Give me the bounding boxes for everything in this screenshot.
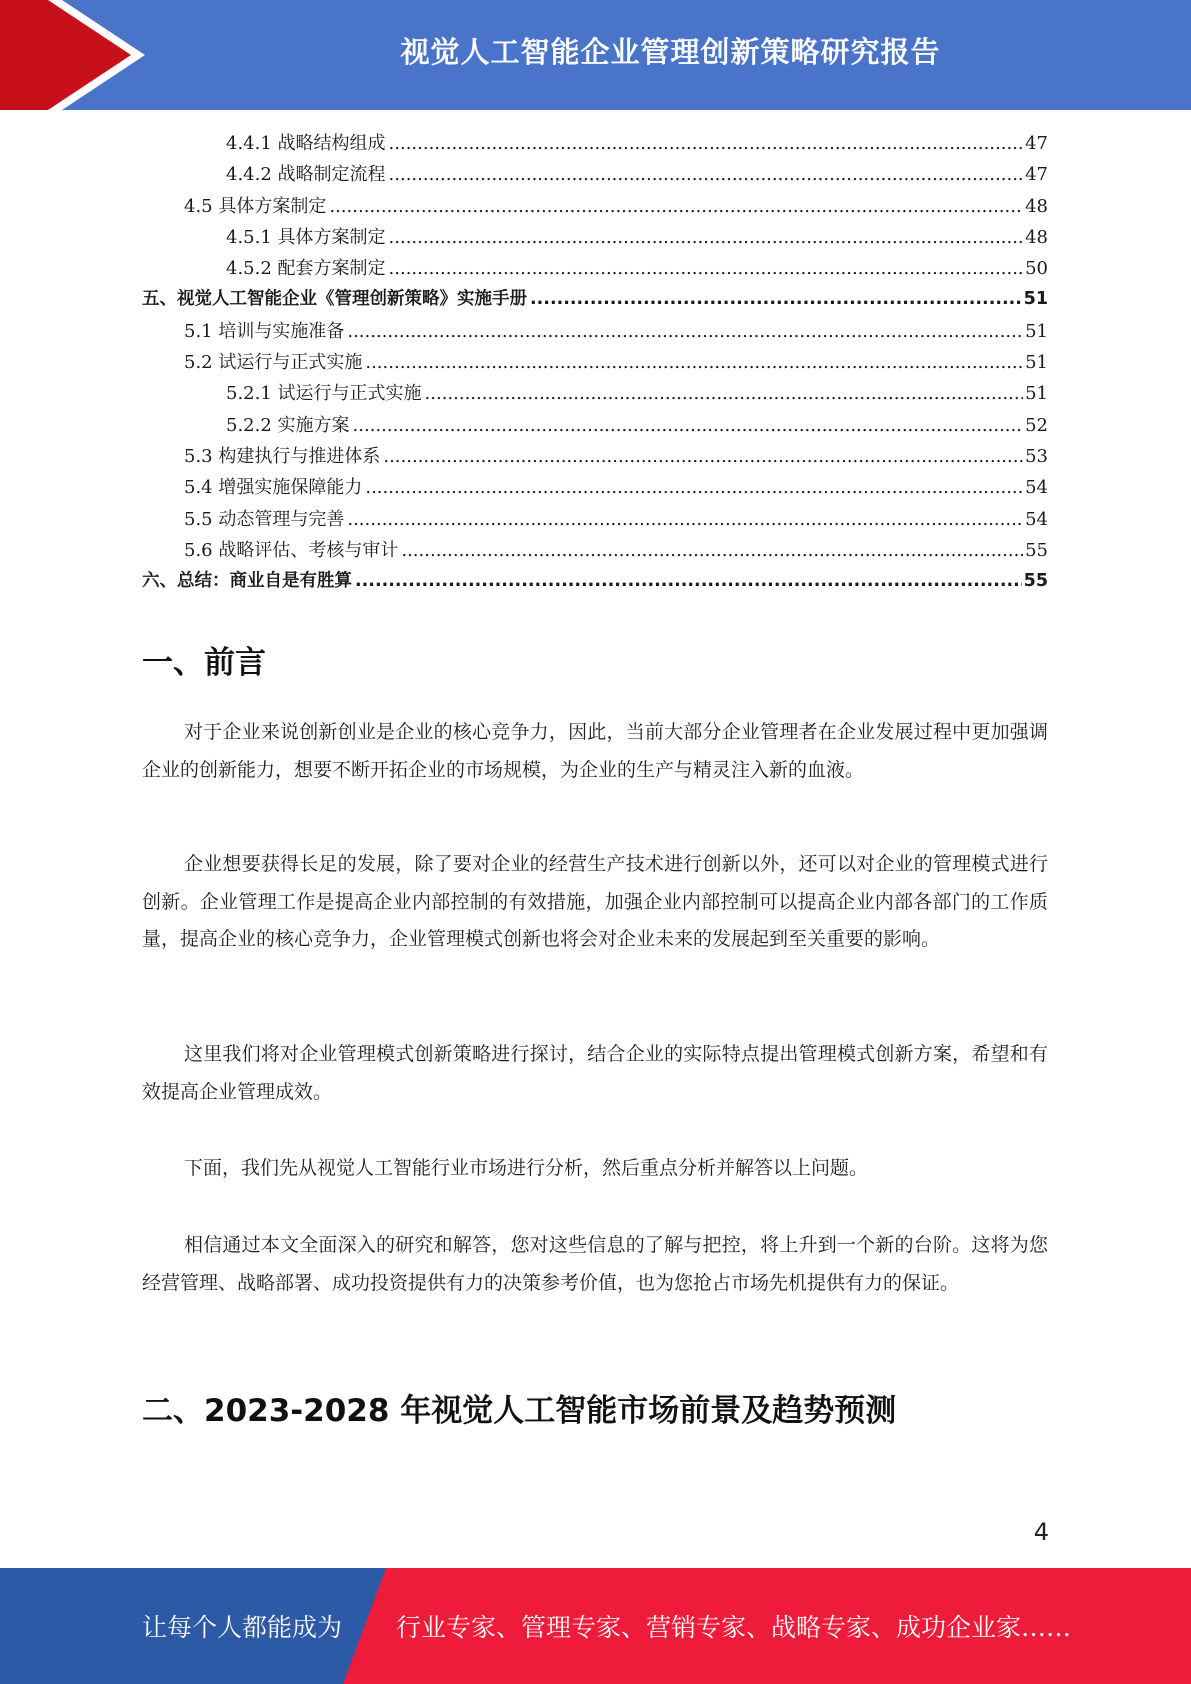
toc-entry-text: 4.4.2 战略制定流程 (226, 164, 386, 186)
header-title: 视觉人工智能企业管理创新策略研究报告 (400, 34, 941, 69)
toc-entry-text: 5.4 增强实施保障能力 (184, 477, 363, 499)
toc-entry[interactable] (142, 253, 1048, 284)
toc-dot-leader (389, 128, 1024, 159)
toc-entry[interactable] (142, 316, 1048, 347)
toc-entry[interactable] (142, 472, 1048, 503)
toc-entry-text: 4.5.1 具体方案制定 (226, 226, 386, 248)
toc-entry-text: 五、视觉人工智能企业《管理创新策略》实施手册 (142, 289, 527, 310)
toc-entry-text: 4.5.2 配套方案制定 (226, 258, 386, 280)
table-of-contents (142, 128, 1048, 597)
toc-entry-text: 5.2.1 试运行与正式实施 (226, 383, 422, 405)
toc-dot-leader (425, 378, 1024, 409)
toc-dot-leader (401, 535, 1023, 566)
toc-dot-leader (347, 504, 1023, 535)
toc-dot-leader (347, 316, 1023, 347)
toc-entry-page: 48 (1025, 226, 1048, 248)
toc-entry-page: 50 (1025, 258, 1048, 280)
toc-entry[interactable] (142, 504, 1048, 535)
footer-slogan-right: 行业专家、管理专家、营销专家、战略专家、成功企业家…… (396, 1613, 1072, 1642)
toc-dot-leader (530, 284, 1022, 315)
toc-entry-text: 5.5 动态管理与完善 (184, 508, 345, 530)
header-arrow-decoration (0, 0, 160, 110)
toc-dot-leader (365, 347, 1023, 378)
toc-entry-page: 47 (1025, 164, 1048, 186)
body-paragraph: 企业想要获得长足的发展，除了要对企业的经营生产技术进行创新以外，还可以对企业的管理模式进行创新。企业管理工作是提高企业内部控制的有效措施，加强企业内部控制可以提高企业内部各部门的工作质量，提高企业的核心竞争力，企业管理模式创新也将会对企业未来的发展起到至关重要的影响。 (142, 853, 1048, 950)
body-paragraph: 相信通过本文全面深入的研究和解答，您对这些信息的了解与把控，将上升到一个新的台阶。这将为您经营管理、战略部署、成功投资提供有力的决策参考价值，也为您抢占市场先机提供有力的保证。 (142, 1234, 1048, 1294)
toc-entry-page: 55 (1025, 539, 1048, 561)
toc-entry-page: 55 (1023, 571, 1048, 592)
section-heading-market-outlook: 二、2023-2028 年视觉人工智能市场前景及趋势预测 (142, 1393, 897, 1429)
footer-slogan-left: 让每个人都能成为 (142, 1613, 343, 1642)
toc-dot-leader (389, 159, 1024, 190)
toc-dot-leader (355, 566, 1022, 597)
toc-entry-page: 54 (1025, 508, 1048, 530)
toc-entry-page: 54 (1025, 477, 1048, 499)
toc-dot-leader (365, 472, 1023, 503)
toc-entry[interactable] (142, 222, 1048, 253)
toc-dot-leader (353, 410, 1024, 441)
toc-entry[interactable] (142, 535, 1048, 566)
toc-entry-text: 5.2.2 实施方案 (226, 414, 350, 436)
toc-entry-page: 51 (1023, 289, 1048, 310)
toc-entry[interactable] (142, 159, 1048, 190)
toc-entry-text: 5.1 培训与实施准备 (184, 320, 345, 342)
toc-chapter-entry[interactable] (142, 566, 1048, 597)
toc-dot-leader (389, 253, 1024, 284)
toc-entry-page: 51 (1025, 383, 1048, 405)
toc-entry-text: 5.3 构建执行与推进体系 (184, 445, 381, 467)
toc-entry[interactable] (142, 378, 1048, 409)
body-paragraph: 下面，我们先从视觉人工智能行业市场进行分析，然后重点分析并解答以上问题。 (184, 1157, 869, 1179)
toc-entry[interactable] (142, 410, 1048, 441)
toc-entry-page: 53 (1025, 445, 1048, 467)
body-paragraph: 这里我们将对企业管理模式创新策略进行探讨，结合企业的实际特点提出管理模式创新方案，希望和有效提高企业管理成效。 (142, 1043, 1048, 1103)
toc-dot-leader (389, 222, 1024, 253)
toc-entry-text: 5.6 战略评估、考核与审计 (184, 539, 399, 561)
toc-entry[interactable] (142, 191, 1048, 222)
toc-entry-page: 51 (1025, 352, 1048, 374)
toc-entry-page: 51 (1025, 320, 1048, 342)
toc-entry-page: 48 (1025, 195, 1048, 217)
toc-dot-leader (329, 191, 1023, 222)
toc-entry-text: 六、总结：商业自是有胜算 (142, 571, 352, 592)
toc-entry-page: 47 (1025, 133, 1048, 154)
section-heading-foreword: 一、前言 (142, 645, 266, 681)
toc-entry-page: 52 (1025, 414, 1048, 436)
page-footer (0, 1568, 1191, 1684)
toc-dot-leader (383, 441, 1023, 472)
toc-entry-text: 4.5 具体方案制定 (184, 195, 327, 217)
toc-entry-text: 5.2 试运行与正式实施 (184, 352, 363, 374)
toc-chapter-entry[interactable] (142, 284, 1048, 315)
toc-entry[interactable] (142, 128, 1048, 159)
toc-entry[interactable] (142, 441, 1048, 472)
page-header (0, 0, 1191, 110)
toc-entry[interactable] (142, 347, 1048, 378)
body-paragraph: 对于企业来说创新创业是企业的核心竞争力，因此，当前大部分企业管理者在企业发展过程中更加强调企业的创新能力，想要不断开拓企业的市场规模，为企业的生产与精灵注入新的血液。 (142, 721, 1048, 781)
page-number: 4 (1033, 1518, 1049, 1546)
toc-entry-text: 4.4.1 战略结构组成 (226, 133, 386, 154)
